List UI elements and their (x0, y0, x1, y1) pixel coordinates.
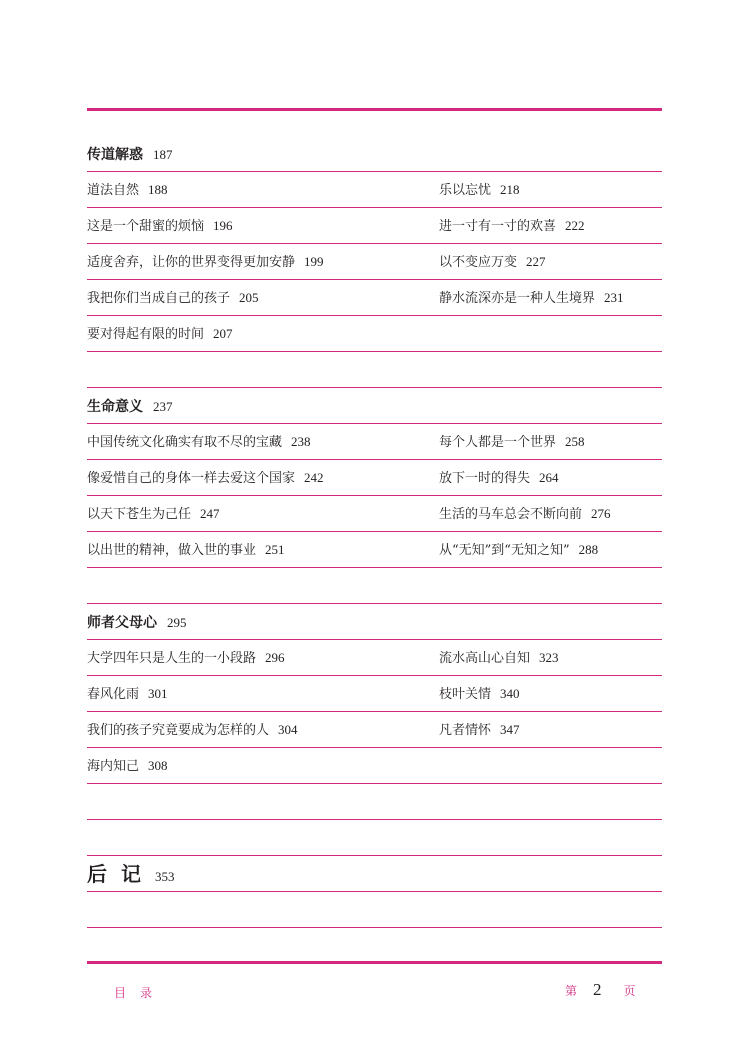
toc-entry[interactable] (439, 532, 598, 568)
toc-entry[interactable] (87, 280, 259, 316)
section-title (87, 388, 173, 424)
toc-entry[interactable] (439, 208, 585, 244)
toc-entry-title: 我把你们当成自己的孩子 (87, 291, 231, 306)
blank-row (87, 820, 662, 856)
toc-row (87, 748, 662, 784)
section-title (87, 136, 173, 172)
afterword-title[interactable] (87, 856, 175, 892)
footer-page-indicator (565, 980, 636, 1000)
toc-entry-page: 242 (304, 470, 324, 485)
blank-row (87, 352, 662, 388)
toc-entry-title: 大学四年只是人生的一小段路 (87, 651, 257, 666)
toc-entry-title: 每个人都是一个世界 (439, 435, 557, 450)
toc-entry[interactable] (439, 496, 611, 532)
toc-row (87, 244, 662, 280)
toc-entry-page: 308 (148, 758, 168, 773)
toc-row (87, 172, 662, 208)
footer-page-number: 2 (593, 980, 602, 999)
toc-entry-page: 238 (291, 434, 311, 449)
toc-entry-title: 道法自然 (87, 183, 140, 198)
footer-section-label: 目录 (114, 986, 167, 1000)
toc-entry-title: 乐以忘忧 (439, 183, 492, 198)
toc-row (87, 316, 662, 352)
toc-entry-page: 288 (578, 542, 599, 557)
toc-entry-title: 从“无知”到“无知之知” (439, 543, 570, 558)
toc-entry[interactable] (87, 532, 285, 568)
toc-entry-page: 276 (591, 506, 611, 521)
toc-entry-page: 222 (565, 218, 585, 233)
toc-entry[interactable] (87, 172, 168, 208)
toc-entry-title: 这是一个甜蜜的烦恼 (87, 219, 205, 234)
toc-row (87, 532, 662, 568)
toc-row (87, 676, 662, 712)
section-heading-row (87, 136, 662, 172)
toc-entry[interactable] (439, 460, 559, 496)
toc-row (87, 208, 662, 244)
toc-entry[interactable] (439, 172, 520, 208)
toc-entry-page: 199 (304, 254, 324, 269)
blank-row (87, 892, 662, 928)
toc-entry-title: 适度舍弃，让你的世界变得更加安静 (87, 255, 296, 270)
toc-entry[interactable] (439, 712, 520, 748)
toc-entry-title: 生活的马车总会不断向前 (439, 507, 583, 522)
toc-entry[interactable] (87, 748, 168, 784)
toc-entry[interactable] (87, 424, 311, 460)
toc-entry-title: 像爱惜自己的身体一样去爱这个国家 (87, 471, 296, 486)
toc-row (87, 496, 662, 532)
toc-entry-page: 340 (500, 686, 520, 701)
toc-entry-page: 347 (500, 722, 520, 737)
toc-entry-page: 205 (239, 290, 259, 305)
toc-entry-page: 247 (200, 506, 220, 521)
section-heading-row (87, 388, 662, 424)
toc-entry[interactable] (87, 460, 324, 496)
toc-entry-title: 以天下苍生为己任 (87, 507, 192, 522)
toc-entry-title: 静水流深亦是一种人生境界 (439, 291, 596, 306)
toc-entry-title: 要对得起有限的时间 (87, 327, 205, 342)
toc-entry-title: 放下一时的得失 (439, 471, 531, 486)
section-title (87, 604, 187, 640)
toc-entry-page: 218 (500, 182, 520, 197)
toc-entry[interactable] (439, 640, 559, 676)
top-rule (87, 108, 662, 111)
blank-row (87, 784, 662, 820)
toc-entry[interactable] (87, 640, 285, 676)
bottom-rule (87, 961, 662, 964)
section-title-text: 生命意义 (87, 399, 143, 415)
toc-entry-page: 296 (265, 650, 285, 665)
section-title-text: 师者父母心 (87, 615, 157, 631)
toc-entry-page: 301 (148, 686, 168, 701)
toc-entry[interactable] (439, 244, 546, 280)
toc-entry-page: 264 (539, 470, 559, 485)
toc-row (87, 712, 662, 748)
afterword-row (87, 856, 662, 892)
section-heading-row (87, 604, 662, 640)
footer-page-suffix: 页 (623, 984, 636, 998)
toc-entry[interactable] (439, 280, 624, 316)
toc-entry-page: 196 (213, 218, 233, 233)
section-title-text: 传道解惑 (87, 147, 143, 163)
toc-entry-title: 以不变应万变 (439, 255, 518, 270)
toc-row (87, 640, 662, 676)
toc-entry-page: 207 (213, 326, 233, 341)
toc-entry-title: 我们的孩子究竟要成为怎样的人 (87, 723, 270, 738)
toc-entry[interactable] (439, 676, 520, 712)
toc-entry-page: 231 (604, 290, 624, 305)
toc-entry[interactable] (87, 676, 168, 712)
toc-entry-title: 流水高山心自知 (439, 651, 531, 666)
toc-entry-title: 进一寸有一寸的欢喜 (439, 219, 557, 234)
toc-entry[interactable] (87, 244, 324, 280)
toc-entry-title: 春风化雨 (87, 687, 140, 702)
section-page-number: 295 (167, 615, 187, 630)
section-page-number: 237 (153, 399, 173, 414)
toc-entry-title: 以出世的精神，做入世的事业 (87, 543, 257, 558)
toc-entry[interactable] (439, 424, 585, 460)
toc-entry-page: 323 (539, 650, 559, 665)
toc-entry-page: 227 (526, 254, 546, 269)
toc-entry-title: 海内知己 (87, 759, 140, 774)
toc-entry-page: 258 (565, 434, 585, 449)
toc-row (87, 424, 662, 460)
toc-entry[interactable] (87, 496, 220, 532)
toc-row (87, 280, 662, 316)
toc-entry-title: 凡者情怀 (439, 723, 492, 738)
toc-entry-page: 188 (148, 182, 168, 197)
footer-page-prefix: 第 (565, 984, 578, 998)
section-page-number: 187 (153, 147, 173, 162)
afterword-page-number: 353 (155, 869, 175, 884)
toc-entry-title: 中国传统文化确实有取不尽的宝藏 (87, 435, 283, 450)
afterword-title-text: 后记 (87, 862, 155, 886)
blank-row (87, 568, 662, 604)
toc-entry-title: 枝叶关情 (439, 687, 492, 702)
toc-entry[interactable] (87, 316, 233, 352)
toc-entry[interactable] (87, 208, 233, 244)
toc-row (87, 460, 662, 496)
toc-entry-page: 304 (278, 722, 298, 737)
toc-entry[interactable] (87, 712, 298, 748)
toc-entry-page: 251 (265, 542, 285, 557)
